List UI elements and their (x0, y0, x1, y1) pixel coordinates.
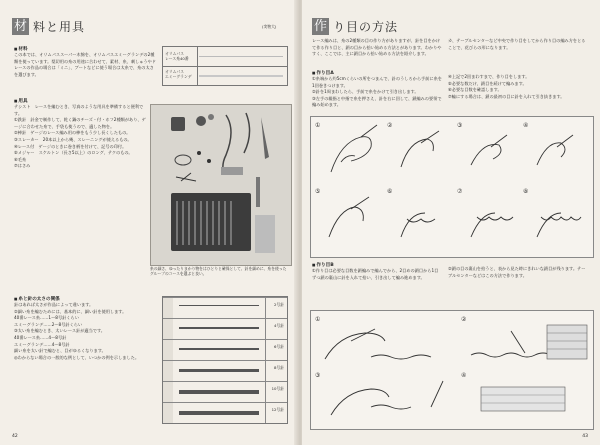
tools-text: テシスト レースを編むとき、写真のような用具を準備すると便利です。 ①鉄針 針金で制作して、乾く鍋のチーズ・付・ホフ2種類があり、ゲージに合わせた糸で、手袋も使うので、適した物を。 ②棒針 ゲージのレース編み用の棒をもう少し長くしたもの。 ③スレーカー 20本以上から幾、スレーニングが使えるもの。 ④レース付 ゲージのときに巻き柄を付けて、記号の印付。 ⑤メジャー スケルトン（長さ5以上）のロング、テクのもの。 ⑥毛糸 ⑦はさみ (14, 104, 146, 169)
tools-photo (150, 104, 292, 266)
method-b-text: ①作り目は必要な目数を鎖編みで編んでから、2目めの鎖目から1目ずつ鎖の裏山に針を入れて拾い、引き出して編み進めます。 (312, 268, 439, 280)
needle-bar (179, 327, 259, 329)
tools-photo-illustration (151, 105, 291, 265)
needle-title: ■ 糸と針の太さの関係 (14, 296, 156, 302)
needle-row (163, 402, 287, 403)
needle-bar (179, 390, 259, 394)
step-number: ④ (461, 372, 467, 379)
needle-size-table (162, 296, 288, 424)
step-number: ① (315, 122, 321, 129)
yarn-divider (163, 66, 287, 67)
needle-row (163, 381, 287, 382)
tools-title: ■ 用具 (14, 98, 146, 104)
left-heading (12, 18, 85, 35)
heading-kanji-box: 作 (313, 19, 327, 34)
step-number: ② (387, 122, 393, 129)
needle-label: 4号針 (273, 323, 284, 328)
step-number: ⑥ (387, 188, 393, 195)
left-page-number: 42 (12, 434, 18, 439)
needle-label: 8号針 (273, 365, 284, 370)
needle-label: 2号針 (273, 302, 284, 307)
method-a-text: ①糸端から約5cmくらいの所をつまんで、針のうしろから手前に糸を1回巻きつけます。 ②針を1周まわしたら、手前で糸をかけて引き出します。 ③左手の親指と中指で糸を押さえ、針を右に回して、鎖編みの要領で編み始めます。 (312, 76, 442, 108)
heading-title: 料と用具 (33, 20, 86, 34)
right-page-number: 43 (582, 434, 588, 439)
needle-label: 6号針 (273, 344, 284, 349)
step-number: ② (461, 316, 467, 323)
needle-bar (179, 348, 259, 350)
method-b-section (312, 262, 442, 302)
needle-label: 12号針 (271, 407, 284, 412)
photo-caption: 糸の細さ、ゆったりまかり物をはひとりと確保として、針を細めに、糸を使ったグループのコースを選ぶと良い。 (150, 266, 287, 277)
materials-title: ■ 材料 (14, 46, 156, 52)
step-number: ① (315, 316, 321, 323)
yarn-thread-1 (199, 56, 283, 57)
step-number: ⑦ (457, 188, 463, 195)
yarn-label-1: オリムパス レース糸40番 (165, 51, 189, 61)
yarn-sample-table (162, 46, 288, 86)
method-a-diagram (311, 117, 593, 257)
needle-text: 針はあれば太さが作品によって違います。 ②細い糸を編むためには、基本的に、細い針を使用します。 40番レース糸……1〜8号針くらい エミーグランデ……2〜8号針くらい ③太い糸を編むとき、太いレース針が適当です。 40番レース糸……4〜8号針 エミーグランデ……4〜8号針 細い糸を太い針で編むと、目がゆるくなります。 ◎わからない場合の一般的な例として、いつかの例を示しました。 (14, 302, 140, 360)
intro-text-2: カ、テーブルセンターなど中央で作り目をしてから作り目の編み方をとることで、花びらの形になります。 (448, 38, 586, 50)
yarn-thread-2 (199, 75, 283, 77)
right-page (302, 0, 600, 445)
method-a-section (312, 70, 442, 110)
method-b-diagram (311, 311, 593, 429)
needle-section (14, 296, 156, 420)
top-small-caption: (実物大) (262, 24, 277, 29)
needle-row (163, 318, 287, 319)
yarn-label-2: オリムパス エミーグランデ (165, 69, 192, 79)
step-number: ⑧ (523, 188, 529, 195)
heading-title: り目の方法 (333, 20, 399, 34)
intro-text: レース編みは、糸の2種類の目の作り方がありますが、針を目をかけて作る作り目と、鎖の目から拾い始める方法とがあります。わかりやすく、ここでは、主に鎖目から拾い始める方法を紹介します。 (312, 38, 442, 57)
left-page (0, 0, 298, 445)
step-number: ③ (315, 372, 321, 379)
yarn-col-divider (197, 47, 198, 85)
step-number: ③ (457, 122, 463, 129)
right-heading (312, 18, 398, 35)
materials-section (14, 46, 156, 94)
needle-bar (179, 411, 259, 415)
materials-text: この本では、オリムパススーパー木綿を、オリムパスエミーグランデの2種類を使っています。梨切用の糸の用途に合わせて、素材、糸、刺しゅうやドレースの作品の場合は「ミニ」、ブートなどに使う場合は太糸で、糸の太さを選びます。 (14, 52, 156, 77)
method-a-title: ■ 作り目A (312, 70, 442, 76)
method-b-text-2: ②鎖の目の裏山を拾うと、表から見た時にきれいな鎖目が残ります。テーブルセンターなどはこの方法で作ります。 (448, 266, 586, 278)
method-a-text-2: ④上記で2回まわすまで、作り目をします。 ⑤必要な数だけ、鎖目を続けて編みます。 ⑥必要な目数を確認します。 ⑦輪にする場合は、鎖の最初の目に針を入れて引き抜きます。 (448, 74, 565, 99)
needle-bar (179, 305, 259, 306)
step-number: ⑤ (315, 188, 321, 195)
needle-label: 10号針 (271, 386, 284, 391)
needle-row (163, 297, 287, 298)
method-b-illustration (310, 310, 594, 430)
method-a-illustration (310, 116, 594, 258)
heading-kanji-box: 材 (13, 19, 27, 34)
needle-row (163, 360, 287, 361)
needle-bar (179, 369, 259, 372)
needle-row (163, 339, 287, 340)
tools-section (14, 98, 146, 270)
method-b-title: ■ 作り目B (312, 262, 442, 268)
step-number: ④ (523, 122, 529, 129)
